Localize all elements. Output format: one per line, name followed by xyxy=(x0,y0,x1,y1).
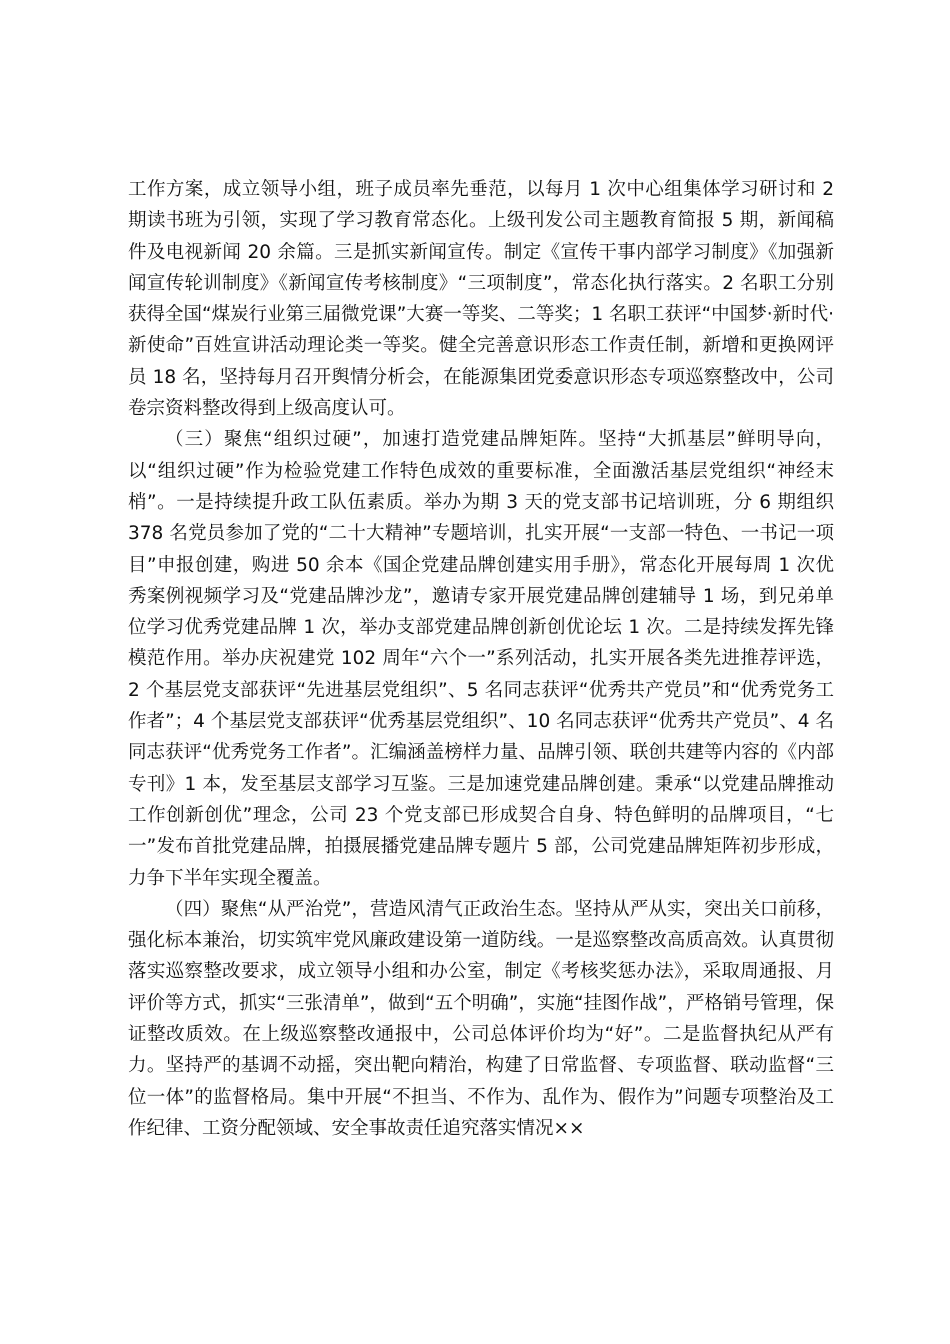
body-text xyxy=(128,174,834,1144)
paragraph-strict-governance: （四）聚焦“从严治党”，营造风清气正政治生态。坚持从严从实，突出关口前移，强化标本兼治，切实筑牢党风廉政建设第一道防线。一是巡察整改高质高效。认真贯彻落实巡察整改要求，成立领导小组和办公室，制定《考核奖惩办法》，采取周通报、月评价等方式，抓实“三张清单”，做到“五个明确”，实施“挂图作战”，严格销号管理，保证整改质效。在上级巡察整改通报中，公司总体评价均为“好”。二是监督执纪从严有力。坚持严的基调不动摇，突出靶向精治，构建了日常监督、专项监督、联动监督“三位一体”的监督格局。集中开展“不担当、不作为、乱作为、假作为”问题专项整治及工作纪律、工资分配领域、安全事故责任追究落实情况×× xyxy=(128,898,834,1139)
paragraph-organization-strength: （三）聚焦“组织过硬”，加速打造党建品牌矩阵。坚持“大抓基层”鲜明导向，以“组织过硬”作为检验党建工作特色成效的重要标准，全面激活基层党组织“神经末梢”。一是持续提升政工队伍素质。举办为期 3 天的党支部书记培训班，分 6 期组织 378 名党员参加了党的“二十大精神”专题培训，扎实开展“一支部一特色、一书记一项目”申报创建，购进 50 余本《国企党建品牌创建实用手册》，常态化开展每周 1 次优秀案例视频学习及“党建品牌沙龙”，邀请专家开展党建品牌创建辅导 1 场，到兄弟单位学习优秀党建品牌 1 次，举办支部党建品牌创新创优论坛 1 次。二是持续发挥先锋模范作用。举办庆祝建党 102 周年“六个一”系列活动，扎实开展各类先进推荐评选，2 个基层党支部获评“先进基层党组织”、5 名同志获评“优秀共产党员”和“优秀党务工作者”；4 个基层党支部获评“优秀基层党组织”、10 名同志获评“优秀共产党员”、4 名同志获评“优秀党务工作者”。汇编涵盖榜样力量、品牌引领、联创共建等内容的《内部专刊》1 本，发至基层支部学习互鉴。三是加速党建品牌创建。秉承“以党建品牌推动工作创新创优”理念，公司 23 个党支部已形成契合自身、特色鲜明的品牌项目，“七一”发布首批党建品牌，拍摄展播党建品牌专题片 5 部，公司党建品牌矩阵初步形成，力争下半年实现全覆盖。 xyxy=(128,429,834,889)
paragraph-ideology-work: 工作方案，成立领导小组，班子成员率先垂范，以每月 1 次中心组集体学习研讨和 2 期读书班为引领，实现了学习教育常态化。上级刊发公司主题教育简报 5 期，新闻稿件及电视新闻 20 余篇。三是抓实新闻宣传。制定《宣传干事内部学习制度》《加强新闻宣传轮训制度》《新闻宣传考核制度》“三项制度”，常态化执行落实。2 名职工分别获得全国“煤炭行业第三届微党课”大赛一等奖、二等奖；1 名职工获评“中国梦·新时代·新使命”百姓宣讲活动理论类一等奖。健全完善意识形态工作责任制，新增和更换网评员 18 名，坚持每月召开舆情分析会，在能源集团党委意识形态专项巡察整改中，公司卷宗资料整改得到上级高度认可。 xyxy=(128,179,834,420)
